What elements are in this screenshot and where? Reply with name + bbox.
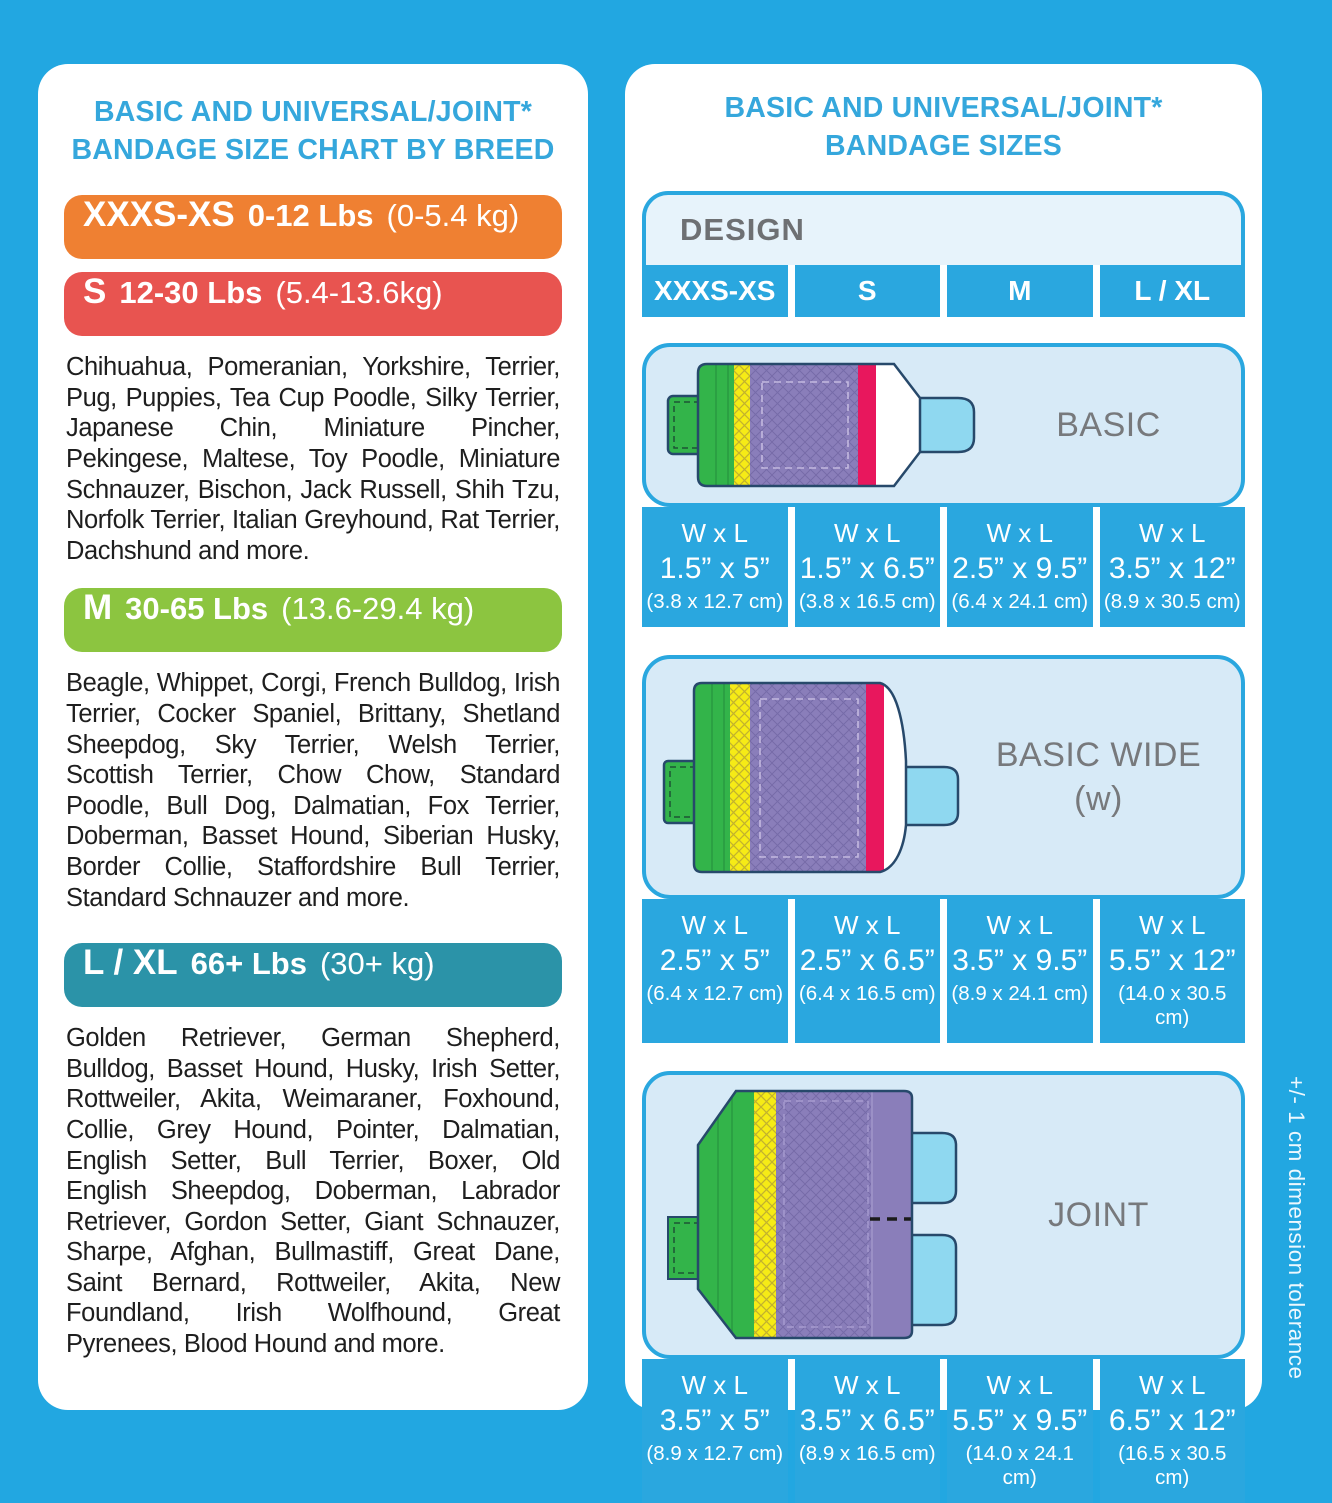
basic-size-l-xl: W x L 3.5” x 12” (8.9 x 30.5 cm)	[1100, 507, 1246, 627]
design-header	[642, 191, 1245, 265]
joint-size-row	[642, 1359, 1245, 1503]
column-header-l-xl: L / XL	[1100, 265, 1246, 317]
breed-chart-panel	[38, 64, 588, 1410]
right-panel-title	[642, 90, 1245, 165]
basic-size-s: W x L 1.5” x 6.5” (3.8 x 16.5 cm)	[795, 507, 941, 627]
joint-card	[642, 1071, 1245, 1359]
breed-list-m: Beagle, Whippet, Corgi, French Bulldog, Irish Terrier, Cocker Spaniel, Brittany, Shetland Sheepdog, Sky Terrier, Welsh Terrier, Scottish Terrier, Chow Chow, Standard Poodle, Bull Dog, Dalmatian, Fox Terrier, Doberman, Basset Hound, Siberian Husky, Border Collie, Staffordshire Bull Terrier, Standard Schnauzer and more.	[66, 669, 560, 912]
size-weight: 66+ Lbs	[190, 946, 307, 982]
size-label: L / XL	[83, 943, 178, 983]
size-label: S	[83, 272, 107, 312]
column-header-s: S	[795, 265, 941, 317]
size-bar-xxxs-xs	[64, 195, 562, 259]
size-metric: (0-5.4 kg)	[386, 198, 520, 234]
basic-wide-size-m: W x L 3.5” x 9.5” (8.9 x 24.1 cm)	[947, 899, 1093, 1043]
basic-size-row	[642, 507, 1245, 627]
column-header-xxxs-xs: XXXS-XS	[642, 265, 788, 317]
basic-size-m: W x L 2.5” x 9.5” (6.4 x 24.1 cm)	[947, 507, 1093, 627]
left-title-line1: BASIC AND UNIVERSAL/JOINT*	[93, 96, 533, 128]
joint-label: JOINT	[1048, 1196, 1149, 1235]
joint-bandage-illustration	[662, 1085, 972, 1345]
basic-wide-size-xxxs-xs: W x L 2.5” x 5” (6.4 x 12.7 cm)	[642, 899, 788, 1043]
size-metric: (30+ kg)	[319, 946, 435, 982]
basic-bandage-illustration	[662, 354, 992, 496]
size-weight: 0-12 Lbs	[247, 198, 374, 234]
breed-list-l-xl: Golden Retriever, German Shepherd, Bulldog, Basset Hound, Husky, Irish Setter, Rottweiler, Akita, Weimaraner, Foxhound, Collie, Grey Hound, Pointer, Dalmatian, English Setter, Bull Terrier, Boxer, Old English Sheepdog, Doberman, Labrador Retriever, Gordon Setter, Giant Schnauzer, Sharpe, Afghan, Bullmastiff, Great Dane, Saint Bernard, Rottweiler, Akita, New Foundland, Irish Wolfhound, Great Pyrenees, Blood Hound and more.	[66, 1024, 560, 1359]
basic-wide-size-row	[642, 899, 1245, 1043]
basic-size-xxxs-xs: W x L 1.5” x 5” (3.8 x 12.7 cm)	[642, 507, 788, 627]
size-label: XXXS-XS	[83, 195, 235, 235]
basic-wide-card	[642, 655, 1245, 899]
joint-size-m: W x L 5.5” x 9.5” (14.0 x 24.1 cm)	[947, 1359, 1093, 1503]
left-panel-title	[64, 94, 562, 169]
right-title-line1: BASIC AND UNIVERSAL/JOINT*	[724, 92, 1163, 124]
basic-label: BASIC	[1056, 406, 1161, 445]
size-weight: 12-30 Lbs	[119, 275, 263, 311]
size-metric: (13.6-29.4 kg)	[281, 591, 475, 627]
basic-wide-bandage-illustration	[662, 675, 972, 880]
basic-wide-label: BASIC WIDE (w)	[995, 736, 1202, 819]
size-table-panel	[625, 64, 1262, 1490]
basic-wide-size-l-xl: W x L 5.5” x 12” (14.0 x 30.5 cm)	[1100, 899, 1246, 1043]
joint-size-xxxs-xs: W x L 3.5” x 5” (8.9 x 12.7 cm)	[642, 1359, 788, 1503]
right-title-line2: BANDAGE SIZES	[825, 129, 1062, 162]
design-label: DESIGN	[680, 212, 805, 248]
joint-size-s: W x L 3.5” x 6.5” (8.9 x 16.5 cm)	[795, 1359, 941, 1503]
column-header-m: M	[947, 265, 1093, 317]
left-title-line2: BANDAGE SIZE CHART BY BREED	[71, 133, 555, 166]
size-label: M	[83, 588, 113, 628]
size-column-headers	[642, 265, 1245, 317]
breed-list-s: Chihuahua, Pomeranian, Yorkshire, Terrier, Pug, Puppies, Tea Cup Poodle, Silky Terrier, Japanese Chin, Miniature Pincher, Pekingese, Maltese, Toy Poodle, Miniature Schnauzer, Bischon, Jack Russell, Shih Tzu, Norfolk Terrier, Italian Greyhound, Rat Terrier, Dachshund and more.	[66, 353, 560, 565]
size-metric: (5.4-13.6kg)	[275, 275, 443, 311]
basic-wide-size-s: W x L 2.5” x 6.5” (6.4 x 16.5 cm)	[795, 899, 941, 1043]
size-weight: 30-65 Lbs	[125, 591, 269, 627]
tolerance-footnote: +/- 1 cm dimension tolerance	[1284, 1076, 1309, 1380]
basic-card	[642, 343, 1245, 507]
size-bar-l-xl	[64, 943, 562, 1007]
size-bar-m	[64, 588, 562, 652]
size-bar-s	[64, 272, 562, 336]
joint-size-l-xl: W x L 6.5” x 12” (16.5 x 30.5 cm)	[1100, 1359, 1246, 1503]
